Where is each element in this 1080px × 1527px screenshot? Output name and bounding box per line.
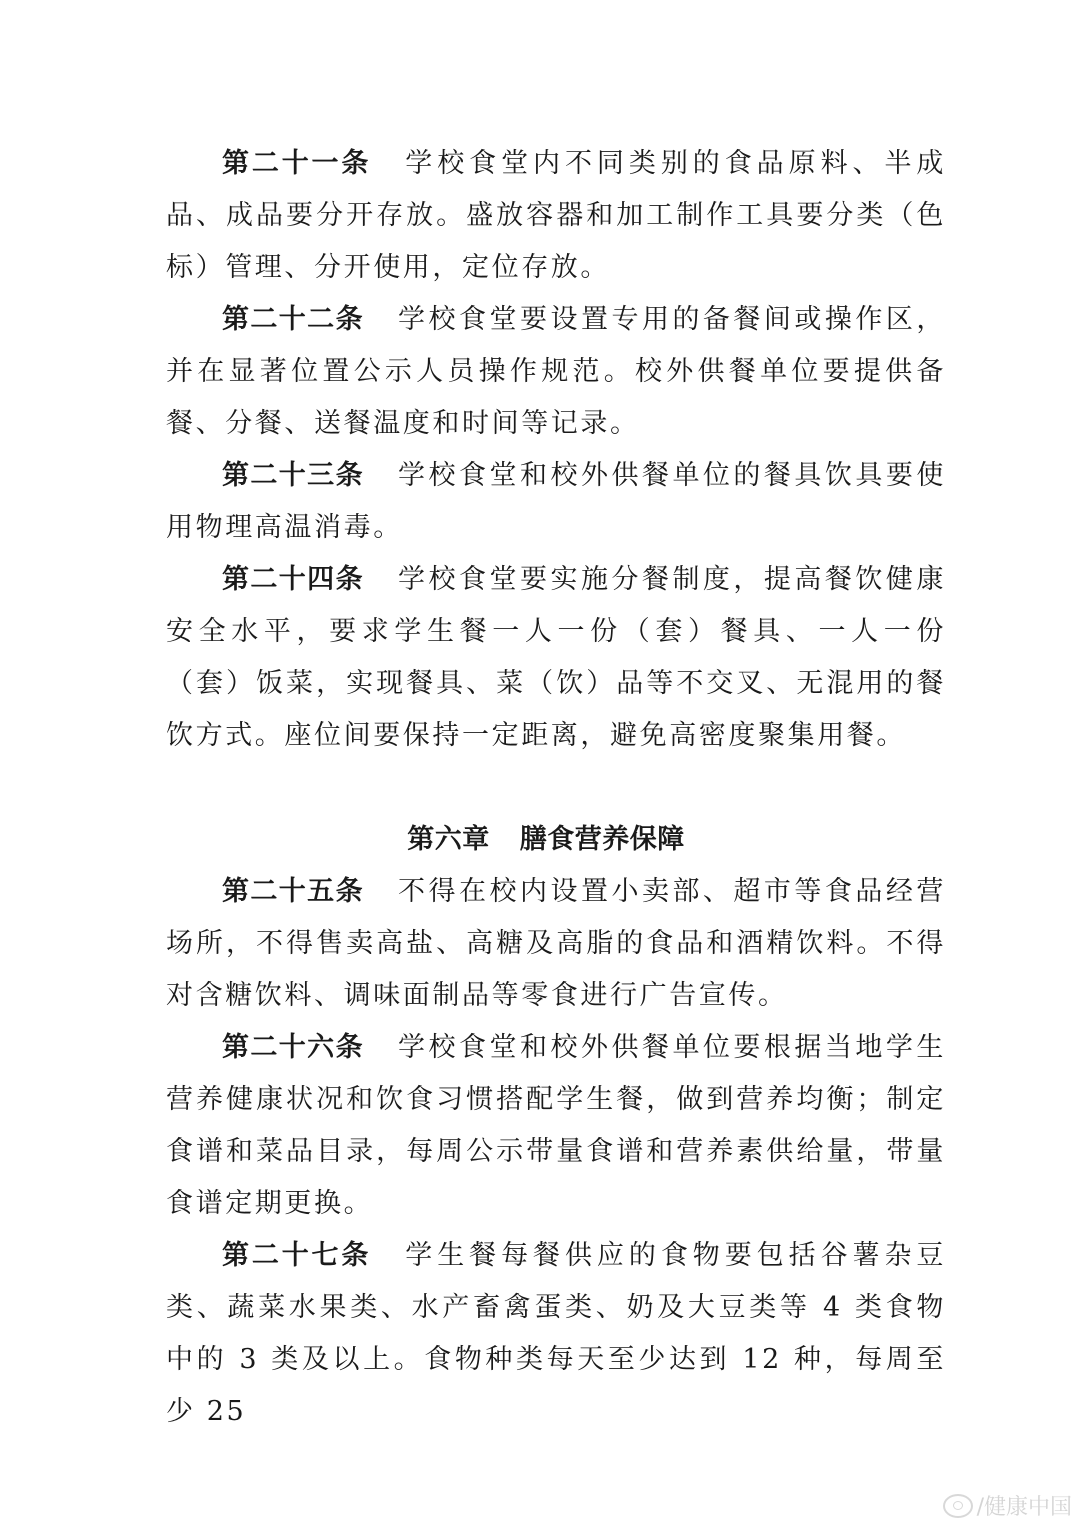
article-26 [166,1022,946,1230]
article-23 [166,450,946,554]
chapter-heading [166,814,946,866]
article-number: 第二十五条 [222,876,364,907]
article-text: 学生餐每餐供应的食物要包括谷薯杂豆类、蔬菜水果类、水产畜禽蛋类、奶及大豆类等 4 类食物中的 3 类及以上。食物种类每天至少达到 12 种，每周至少 25 [166,1240,947,1427]
chapter-number: 第六章 [407,824,490,855]
article-number: 第二十四条 [222,564,364,595]
watermark [943,1490,1072,1521]
chapter-title: 膳食营养保障 [519,824,685,855]
article-27 [166,1230,946,1438]
article-text: 不得在校内设置小卖部、超市等食品经营场所，不得售卖高盐、高糖及高脂的食品和酒精饮料。不得对含糖饮料、调味面制品等零食进行广告宣传。 [166,876,946,1011]
article-text: 学校食堂要实施分餐制度，提高餐饮健康安全水平，要求学生餐一人一份（套）餐具、一人一份（套）饭菜，实现餐具、菜（饮）品等不交叉、无混用的餐饮方式。座位间要保持一定距离，避免高密度聚集用餐。 [166,564,946,751]
article-number: 第二十三条 [222,460,364,491]
watermark-text: /健康中国 [976,1495,1072,1520]
article-22 [166,294,946,450]
article-number: 第二十六条 [222,1032,364,1063]
article-24 [166,554,946,762]
article-text: 学校食堂内不同类别的食品原料、半成品、成品要分开存放。盛放容器和加工制作工具要分类（色标）管理、分开使用，定位存放。 [166,148,947,283]
weibo-logo-icon [943,1494,973,1518]
article-number: 第二十一条 [222,148,372,179]
article-text: 学校食堂和校外供餐单位要根据当地学生营养健康状况和饮食习惯搭配学生餐，做到营养均衡；制定食谱和菜品目录，每周公示带量食谱和营养素供给量，带量食谱定期更换。 [166,1032,946,1219]
article-text: 学校食堂要设置专用的备餐间或操作区，并在显著位置公示人员操作规范。校外供餐单位要提供备餐、分餐、送餐温度和时间等记录。 [166,304,946,439]
article-text: 学校食堂和校外供餐单位的餐具饮具要使用物理高温消毒。 [166,460,946,543]
document-page [166,138,946,1438]
article-21 [166,138,946,294]
article-number: 第二十二条 [222,304,364,335]
article-number: 第二十七条 [222,1240,372,1271]
article-25 [166,866,946,1022]
